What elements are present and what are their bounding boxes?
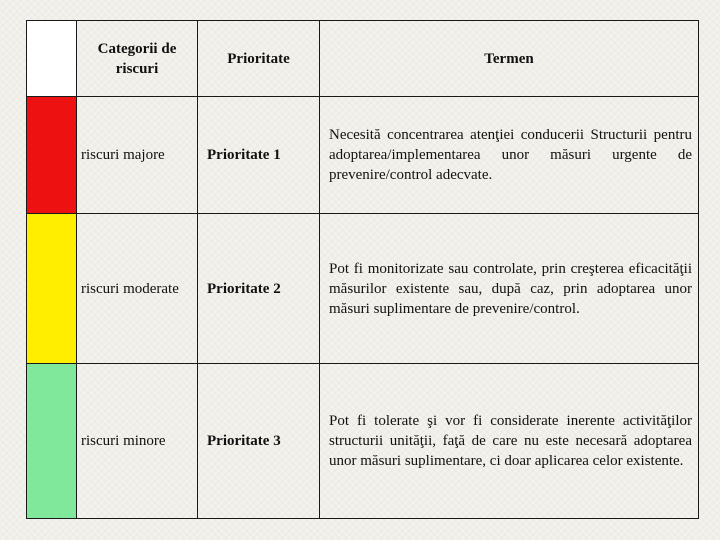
header-category: Categorii de riscuri <box>77 21 198 97</box>
term-major: Necesită concentrarea atenţiei conducerii Structurii pentru adoptarea/implementarea unor măsuri urgente de prevenire/control adecvate. <box>320 97 699 214</box>
header-priority: Prioritate <box>198 21 320 97</box>
table-header-row <box>27 21 699 97</box>
term-minor: Pot fi tolerate şi vor fi considerate inerente activităţilor structurii unităţii, faţă de care nu este necesară adoptarea unor măsuri suplimentare, ci doar aplicarea celor existente. <box>320 364 699 519</box>
category-major: riscuri majore <box>77 97 198 214</box>
priority-3: Prioritate 3 <box>198 364 320 519</box>
table-row-moderate <box>27 214 699 364</box>
moderate-color-swatch <box>27 214 77 364</box>
risk-priority-table <box>26 20 699 519</box>
minor-color-swatch <box>27 364 77 519</box>
priority-1: Prioritate 1 <box>198 97 320 214</box>
category-minor: riscuri minore <box>77 364 198 519</box>
header-color-swatch <box>27 21 77 97</box>
priority-2: Prioritate 2 <box>198 214 320 364</box>
category-moderate: riscuri moderate <box>77 214 198 364</box>
term-moderate: Pot fi monitorizate sau controlate, prin creşterea eficacităţii măsurilor existente sau, după caz, prin adoptarea unor măsuri suplimentare de prevenire/control. <box>320 214 699 364</box>
header-term: Termen <box>320 21 699 97</box>
table-row-major <box>27 97 699 214</box>
major-color-swatch <box>27 97 77 214</box>
table-row-minor <box>27 364 699 519</box>
